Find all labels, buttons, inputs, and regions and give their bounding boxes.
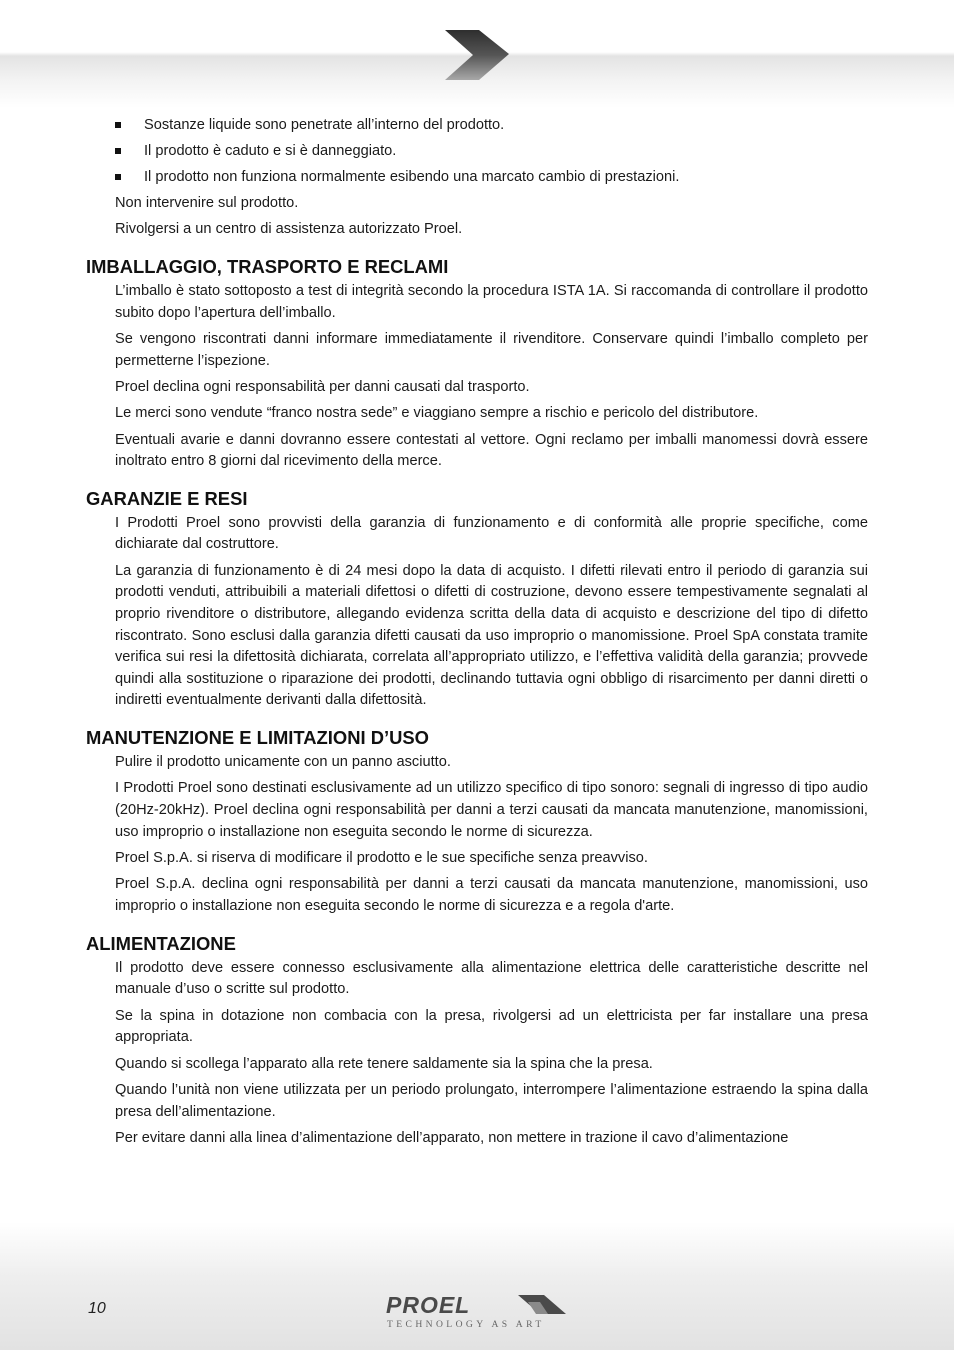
proel-logo bbox=[386, 1292, 572, 1334]
square-bullet-icon bbox=[115, 148, 121, 154]
list-item: Sostanze liquide sono penetrate all’interno del prodotto. bbox=[115, 115, 868, 137]
square-bullet-icon bbox=[115, 122, 121, 128]
paragraph: Proel S.p.A. si riserva di modificare il prodotto e le sue specifiche senza preavviso. bbox=[115, 849, 648, 866]
paragraph: I Prodotti Proel sono destinati esclusivamente ad un utilizzo specifico di tipo sonoro: segnali di ingresso di tipo audio (20Hz-20kHz). Proel declina ogni responsabilità per danni a terzi causati da mancata manutenzione, manomissioni, uso improprio o installazione non eseguita secondo le norme di sicurezza. bbox=[115, 780, 868, 840]
paragraph: L’imballo è stato sottoposto a test di integrità secondo la procedura ISTA 1A. Si raccomanda di controllare il prodotto subito dopo l’apertura dell’imballo. bbox=[115, 282, 868, 321]
list-item: Il prodotto non funziona normalmente esibendo una marcato cambio di prestazioni. bbox=[115, 167, 868, 189]
paragraph: La garanzia di funzionamento è di 24 mesi dopo la data di acquisto. I difetti rilevati entro il periodo di garanzia sui prodotti venduti, attribuibili a materiali difettosi o difetti di costruzione, devono essere tempestivamente segnalati al proprio rivenditore o distributore, allegando evidenza scritta della data di acquisto e descrizione del tipo di difetto riscontrato. Sono esclusi dalla garanzia difetti causati da uso improprio o manomissione. Proel SpA constata tramite verifica sui resi la difettosità dichiarata, correlata all’appropriato utilizzo, e l’effettiva validità della garanzia; provvede quindi alla sostituzione o riparazione dei prodotti, declinando tuttavia ogni obbligo di risarcimento per danni diretti o indiretti eventualmente derivanti dalla difettosità. bbox=[115, 562, 868, 709]
header-chevron-icon bbox=[443, 28, 511, 84]
logo-tagline: TECHNOLOGY AS ART bbox=[387, 1319, 545, 1330]
paragraph: Pulire il prodotto unicamente con un panno asciutto. bbox=[115, 754, 451, 771]
paragraph: Quando l’unità non viene utilizzata per un periodo prolungato, interrompere l’alimentazione estraendo la spina dalla presa dell’alimentazione. bbox=[115, 1081, 868, 1120]
paragraph: Se vengono riscontrati danni informare immediatamente il rivenditore. Conservare quindi l’imballo completo per permetterne l’ispezione. bbox=[115, 330, 868, 369]
logo-text: PROEL bbox=[386, 1292, 471, 1318]
paragraph: Il prodotto deve essere connesso esclusivamente alla alimentazione elettrica delle caratteristiche descritte nel manuale d’uso o scritte sul prodotto. bbox=[115, 959, 868, 998]
paragraph: Non intervenire sul prodotto. bbox=[115, 194, 299, 211]
section-title-garanzie: GARANZIE E RESI bbox=[86, 487, 248, 509]
paragraph: I Prodotti Proel sono provvisti della garanzia di funzionamento e di conformità alle proprie specifiche, come dichiarate dal costruttore. bbox=[115, 514, 868, 553]
paragraph: Per evitare danni alla linea d’alimentazione dell’apparato, non mettere in trazione il cavo d’alimentazione bbox=[115, 1129, 789, 1146]
paragraph: Le merci sono vendute “franco nostra sede” e viaggiano sempre a rischio e pericolo del distributore. bbox=[115, 405, 759, 422]
paragraph: Proel declina ogni responsabilità per danni causati dal trasporto. bbox=[115, 378, 530, 395]
paragraph: Rivolgersi a un centro di assistenza autorizzato Proel. bbox=[115, 221, 463, 238]
paragraph: Proel S.p.A. declina ogni responsabilità per danni a terzi causati da mancata manutenzione, manomissioni, uso improprio o installazione non eseguita secondo le norme di sicurezza e a regola d'arte. bbox=[115, 876, 868, 914]
bullet-list bbox=[86, 115, 868, 189]
page-number: 10 bbox=[88, 1300, 106, 1317]
list-item: Il prodotto è caduto e si è danneggiato. bbox=[115, 141, 868, 163]
paragraph: Se la spina in dotazione non combacia con la presa, rivolgersi ad un elettricista per far installare una presa appropriata. bbox=[115, 1007, 868, 1046]
document-body bbox=[86, 115, 868, 1154]
section-title-manutenzione: MANUTENZIONE E LIMITAZIONI D’USO bbox=[86, 727, 429, 749]
paragraph: Eventuali avarie e danni dovranno essere contestati al vettore. Ogni reclamo per imballi manomessi dovrà essere inoltrato entro 8 giorni dal ricevimento della merce. bbox=[115, 431, 868, 470]
square-bullet-icon bbox=[115, 174, 121, 180]
section-title-imballaggio: IMBALLAGGIO, TRASPORTO E RECLAMI bbox=[86, 255, 449, 277]
proel-arrow-icon bbox=[518, 1294, 568, 1316]
paragraph: Quando si scollega l’apparato alla rete tenere saldamente sia la spina che la presa. bbox=[115, 1055, 653, 1072]
section-title-alimentazione: ALIMENTAZIONE bbox=[86, 932, 236, 954]
